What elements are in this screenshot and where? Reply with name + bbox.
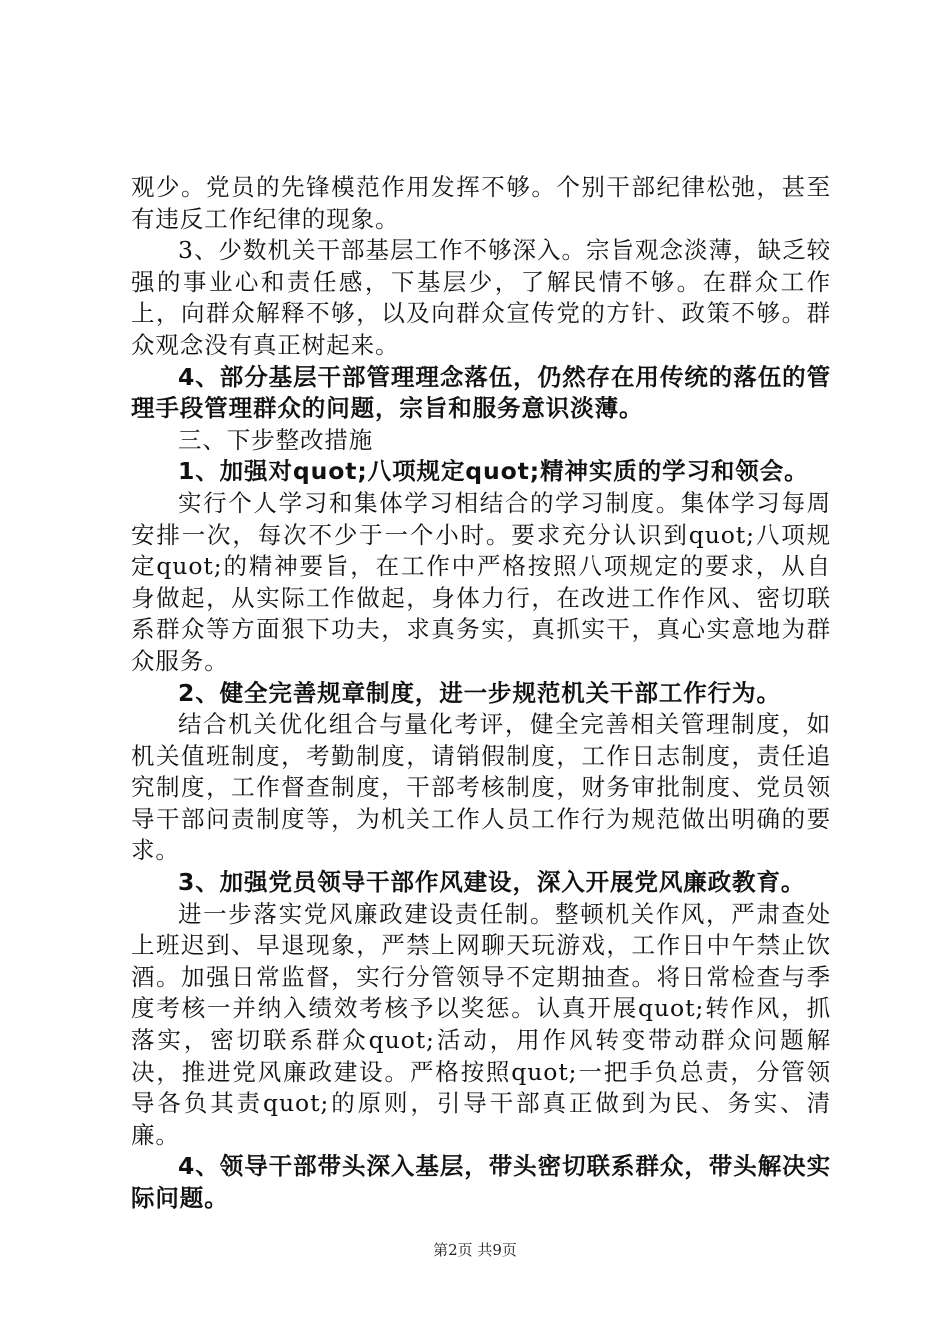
measure-2-heading: 2、健全完善规章制度，进一步规范机关干部工作行为。: [178, 678, 781, 707]
page-number-footer: 第2页 共9页: [433, 1241, 517, 1259]
measure-3-heading: 3、加强党员领导干部作风建设，深入开展党风廉政教育。: [178, 868, 806, 897]
measure-4-heading: 4、领导干部带头深入基层，带头密切联系群众，带头解决实际问题。: [131, 1152, 831, 1212]
document-body: [131, 172, 831, 1215]
measure-2-body: 结合机关优化组合与量化考评，健全完善相关管理制度，如机关值班制度，考勤制度，请销假制度，工作日志制度，责任追究制度，工作督查制度，干部考核制度，财务审批制度、党员领导干部问责制度等，为机关工作人员工作行为规范做出明确的要求。: [131, 710, 831, 865]
section-heading-three: 三、下步整改措施: [178, 425, 374, 454]
paragraph-2: 3、少数机关干部基层工作不够深入。宗旨观念淡薄，缺乏较强的事业心和责任感，下基层少，了解民情不够。在群众工作上，向群众解释不够，以及向群众宣传党的方针、政策不够。群众观念没有真正树起来。: [131, 236, 831, 359]
paragraph-3-heading: 4、部分基层干部管理理念落伍，仍然存在用传统的落伍的管理手段管理群众的问题，宗旨和服务意识淡薄。: [131, 362, 831, 423]
paragraph-1: 观少。党员的先锋模范作用发挥不够。个别干部纪律松弛，甚至有违反工作纪律的现象。: [131, 173, 831, 233]
measure-3-body: 进一步落实党风廉政建设责任制。整顿机关作风，严肃查处上班迟到、早退现象，严禁上网聊天玩游戏，工作日中午禁止饮酒。加强日常监督，实行分管领导不定期抽查。将日常检查与季度考核一并纳入绩效考核予以奖惩。认真开展quot;转作风，抓落实，密切联系群众quot;活动，用作风转变带动群众问题解决，推进党风廉政建设。严格按照quot;一把手负总责，分管领导各负其责quot;的原则，引导干部真正做到为民、务实、清廉。: [131, 899, 831, 1149]
measure-1-heading: 1、加强对quot;八项规定quot;精神实质的学习和领会。: [178, 457, 809, 486]
measure-1-body: 实行个人学习和集体学习相结合的学习制度。集体学习每周安排一次，每次不少于一个小时。要求充分认识到quot;八项规定quot;的精神要旨，在工作中严格按照八项规定的要求，从自身做起，从实际工作做起，身体力行，在改进工作作风、密切联系群众等方面狠下功夫，求真务实，真抓实干，真心实意地为群众服务。: [131, 488, 831, 675]
